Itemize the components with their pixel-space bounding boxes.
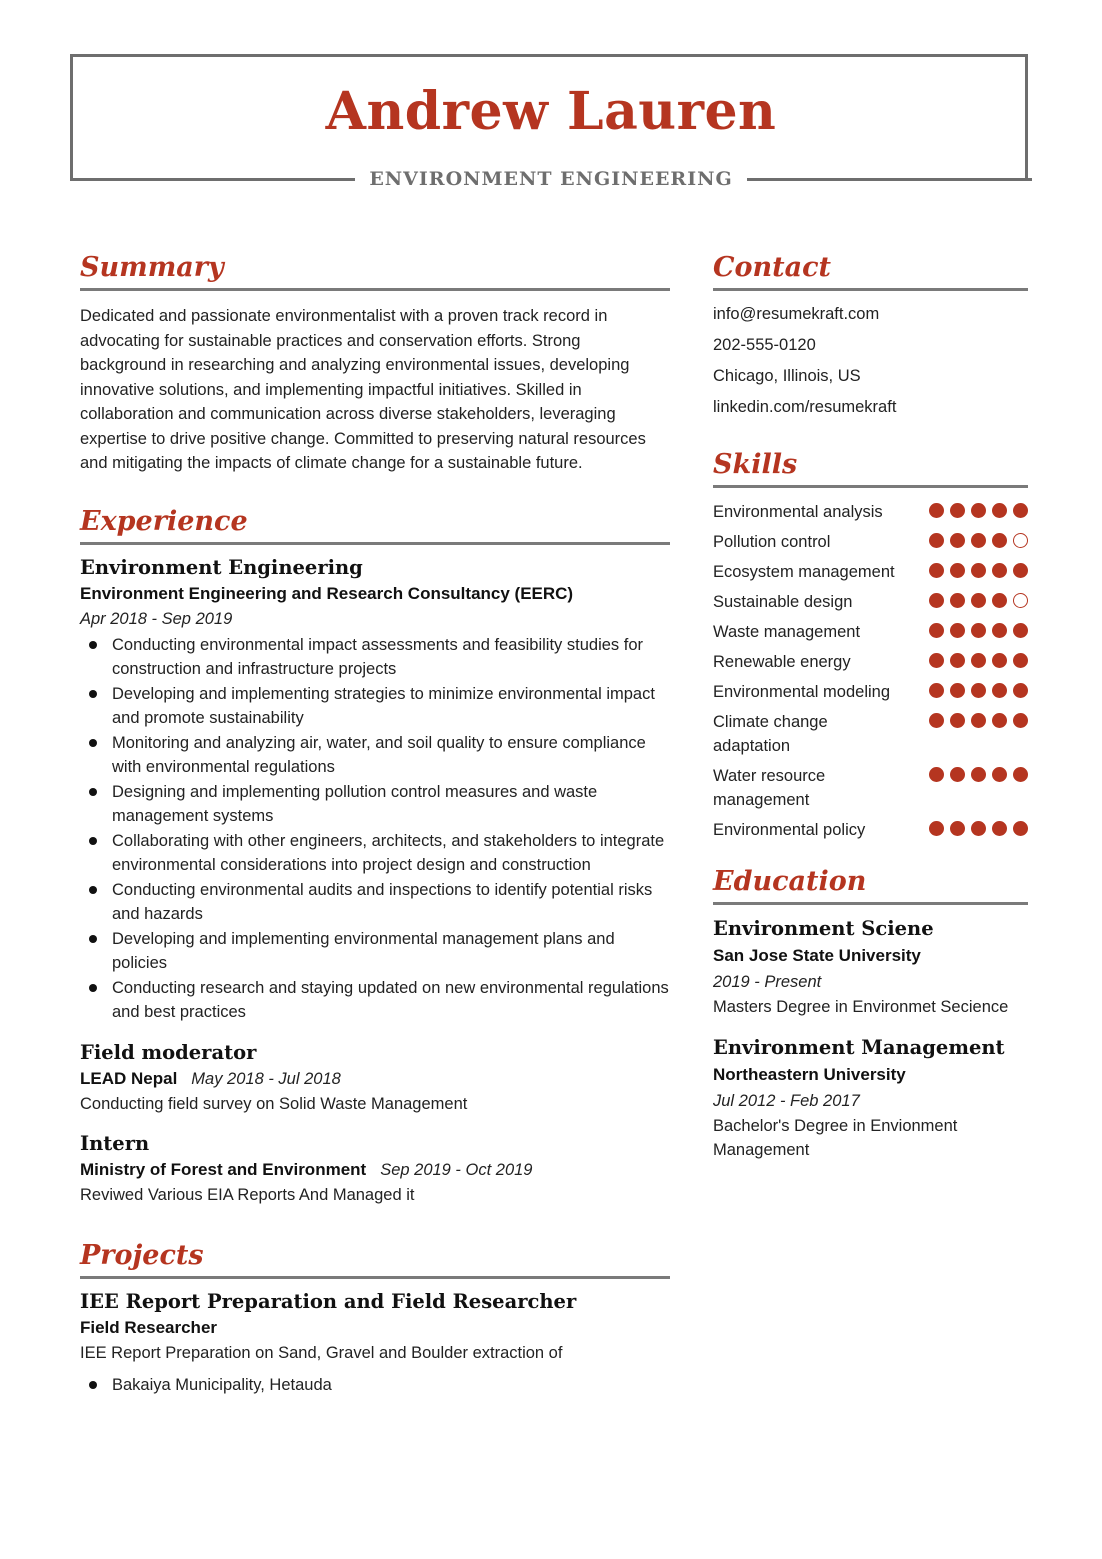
rating-dot-filled — [929, 503, 944, 518]
job-description: Conducting field survey on Solid Waste Management — [80, 1094, 468, 1113]
summary-text: Dedicated and passionate environmentalist with a proven track record in advocating for sustainable practices and conservation efforts. Strong background in researching and analyzing environmental issues, developing innovative solutions, and implementing impactful initiatives. Skilled in collaboration and communication across diverse stakeholders, leveraging expertise to drive positive change. Committed to preserving natural resources and mitigating the impacts of climate change for a sustainable future. — [80, 307, 646, 472]
contact-linkedin[interactable]: linkedin.com/resumekraft — [713, 398, 897, 416]
rating-dot-filled — [929, 623, 944, 638]
job-entry — [80, 1040, 670, 1117]
projects-section — [80, 1238, 670, 1398]
skill-row — [713, 764, 1028, 812]
skill-name: Pollution control — [713, 533, 831, 551]
skill-name: Water resource management — [713, 767, 826, 809]
contact-location: Chicago, Illinois, US — [713, 367, 861, 385]
project-title: IEE Report Preparation and Field Researcher — [80, 1289, 577, 1313]
rating-dot-filled — [1013, 767, 1028, 782]
projects-heading: Projects — [80, 1239, 204, 1271]
rating-dot-filled — [950, 593, 965, 608]
project-entry — [80, 1289, 670, 1398]
rating-dot-filled — [950, 533, 965, 548]
skill-name: Sustainable design — [713, 593, 853, 611]
rating-dot-filled — [992, 503, 1007, 518]
rating-dot-filled — [971, 623, 986, 638]
skill-rating — [929, 560, 1028, 578]
rating-dot-filled — [992, 683, 1007, 698]
rating-dot-filled — [950, 503, 965, 518]
education-section — [713, 864, 1028, 1163]
rating-dot-filled — [992, 593, 1007, 608]
summary-heading: Summary — [80, 252, 224, 283]
skill-rating — [929, 710, 1028, 728]
subtitle-rule-left — [70, 178, 355, 181]
skill-row — [713, 650, 1028, 674]
rating-dot-filled — [992, 713, 1007, 728]
rating-dot-filled — [971, 533, 986, 548]
project-role: Field Researcher — [80, 1317, 218, 1337]
rating-dot-filled — [992, 767, 1007, 782]
job-company: Environment Engineering and Research Consultancy (EERC) — [80, 583, 574, 603]
bullet-item: Designing and implementing pollution control measures and waste management systems — [80, 780, 670, 829]
job-description: Reviwed Various EIA Reports And Managed it — [80, 1186, 415, 1204]
contact-section — [713, 250, 1028, 423]
education-dates: Jul 2012 - Feb 2017 — [713, 1091, 860, 1110]
skill-row — [713, 530, 1028, 554]
job-dates: May 2018 - Jul 2018 — [191, 1069, 341, 1088]
section-divider — [80, 1276, 670, 1279]
job-dates: Sep 2019 - Oct 2019 — [380, 1161, 533, 1179]
rating-dot-filled — [950, 767, 965, 782]
section-divider — [80, 288, 670, 291]
rating-dot-filled — [1013, 503, 1028, 518]
rating-dot-filled — [971, 767, 986, 782]
rating-dot-filled — [950, 821, 965, 836]
subtitle-row — [70, 166, 1032, 192]
experience-heading: Experience — [80, 505, 248, 537]
rating-dot-filled — [929, 533, 944, 548]
bullet-item: Collaborating with other engineers, architects, and stakeholders to integrate environmental considerations into project design and construction — [80, 829, 670, 878]
skills-list — [713, 500, 1028, 842]
bullet-item: Developing and implementing strategies to minimize environmental impact and promote sustainability — [80, 682, 670, 731]
skill-rating — [929, 680, 1028, 698]
education-school: San Jose State University — [713, 946, 921, 965]
skill-rating — [929, 500, 1028, 518]
skill-name: Environmental analysis — [713, 503, 883, 521]
job-title: Environment Engineering — [80, 555, 363, 579]
contact-heading: Contact — [713, 252, 832, 283]
skill-row — [713, 680, 1028, 704]
rating-dot-filled — [929, 653, 944, 668]
skill-rating — [929, 590, 1028, 608]
rating-dot-filled — [971, 821, 986, 836]
section-divider — [713, 485, 1028, 488]
job-title: Intern — [80, 1132, 150, 1155]
experience-section — [80, 504, 670, 1208]
skill-rating — [929, 764, 1028, 782]
education-heading: Education — [713, 866, 867, 897]
rating-dot-filled — [950, 563, 965, 578]
left-column — [80, 250, 670, 1398]
bullet-item: Conducting environmental impact assessments and feasibility studies for construction and infrastructure projects — [80, 633, 670, 682]
section-divider — [713, 902, 1028, 905]
rating-dot-filled — [1013, 821, 1028, 836]
skill-row — [713, 500, 1028, 524]
project-description: IEE Report Preparation on Sand, Gravel and Boulder extraction of — [80, 1343, 563, 1362]
job-entry — [80, 1131, 670, 1208]
skill-rating — [929, 818, 1028, 836]
rating-dot-empty — [1013, 533, 1028, 548]
rating-dot-filled — [950, 683, 965, 698]
skill-name: Climate change adaptation — [713, 713, 828, 755]
rating-dot-filled — [1013, 563, 1028, 578]
rating-dot-filled — [992, 821, 1007, 836]
job-bullets — [80, 633, 670, 1025]
rating-dot-filled — [929, 767, 944, 782]
summary-section — [80, 250, 670, 476]
skill-row — [713, 590, 1028, 614]
bullet-item: Developing and implementing environmental management plans and policies — [80, 927, 670, 976]
rating-dot-filled — [992, 563, 1007, 578]
rating-dot-filled — [992, 653, 1007, 668]
skills-heading: Skills — [713, 449, 798, 480]
education-entry — [713, 915, 1028, 1020]
education-degree: Environment Management — [713, 1035, 1005, 1059]
education-school: Northeastern University — [713, 1064, 906, 1084]
contact-email[interactable]: info@resumekraft.com — [713, 305, 880, 323]
education-dates: 2019 - Present — [713, 973, 822, 991]
skill-name: Environmental policy — [713, 821, 866, 839]
rating-dot-filled — [1013, 623, 1028, 638]
skill-row — [713, 710, 1028, 758]
skill-name: Renewable energy — [713, 653, 851, 671]
bullet-item: Conducting environmental audits and inspections to identify potential risks and hazards — [80, 878, 670, 927]
rating-dot-filled — [992, 623, 1007, 638]
rating-dot-filled — [950, 653, 965, 668]
skill-name: Ecosystem management — [713, 563, 895, 581]
skill-name: Waste management — [713, 623, 861, 641]
skills-section — [713, 447, 1028, 842]
education-entry — [713, 1034, 1028, 1163]
skill-rating — [929, 530, 1028, 548]
bullet-item: Monitoring and analyzing air, water, and soil quality to ensure compliance with environmental regulations — [80, 731, 670, 780]
job-company-row — [80, 1066, 670, 1092]
job-company: Ministry of Forest and Environment — [80, 1160, 367, 1179]
project-bullets — [80, 1373, 670, 1398]
rating-dot-filled — [929, 683, 944, 698]
rating-dot-filled — [971, 653, 986, 668]
rating-dot-filled — [971, 713, 986, 728]
rating-dot-filled — [971, 593, 986, 608]
skill-row — [713, 620, 1028, 644]
skill-name: Environmental modeling — [713, 683, 891, 701]
skill-row — [713, 560, 1028, 584]
education-description: Masters Degree in Environmet Secience — [713, 998, 1009, 1016]
rating-dot-filled — [929, 821, 944, 836]
rating-dot-filled — [929, 563, 944, 578]
rating-dot-filled — [971, 683, 986, 698]
education-description: Bachelor's Degree in Envionment Management — [713, 1116, 958, 1159]
bullet-item: Conducting research and staying updated on new environmental regulations and best practices — [80, 976, 670, 1025]
job-company: LEAD Nepal — [80, 1068, 178, 1088]
bullet-item: Bakaiya Municipality, Hetauda — [80, 1373, 670, 1398]
job-entry — [80, 555, 670, 1025]
rating-dot-filled — [950, 623, 965, 638]
rating-dot-filled — [929, 713, 944, 728]
skill-rating — [929, 650, 1028, 668]
subtitle-rule-right — [747, 178, 1032, 181]
job-company-row — [80, 1157, 670, 1183]
skill-rating — [929, 620, 1028, 638]
rating-dot-filled — [1013, 683, 1028, 698]
section-divider — [713, 288, 1028, 291]
education-degree: Environment Sciene — [713, 917, 934, 940]
job-headline: ENVIRONMENT ENGINEERING — [369, 168, 733, 190]
job-dates: Apr 2018 - Sep 2019 — [80, 609, 233, 628]
rating-dot-filled — [950, 713, 965, 728]
section-divider — [80, 542, 670, 545]
rating-dot-filled — [971, 503, 986, 518]
skill-row — [713, 818, 1028, 842]
rating-dot-empty — [1013, 593, 1028, 608]
rating-dot-filled — [1013, 713, 1028, 728]
rating-dot-filled — [1013, 653, 1028, 668]
contact-phone[interactable]: 202-555-0120 — [713, 336, 816, 354]
right-column — [713, 250, 1028, 1163]
rating-dot-filled — [992, 533, 1007, 548]
rating-dot-filled — [971, 563, 986, 578]
rating-dot-filled — [929, 593, 944, 608]
candidate-name: Andrew Lauren — [325, 81, 777, 142]
job-title: Field moderator — [80, 1040, 257, 1064]
